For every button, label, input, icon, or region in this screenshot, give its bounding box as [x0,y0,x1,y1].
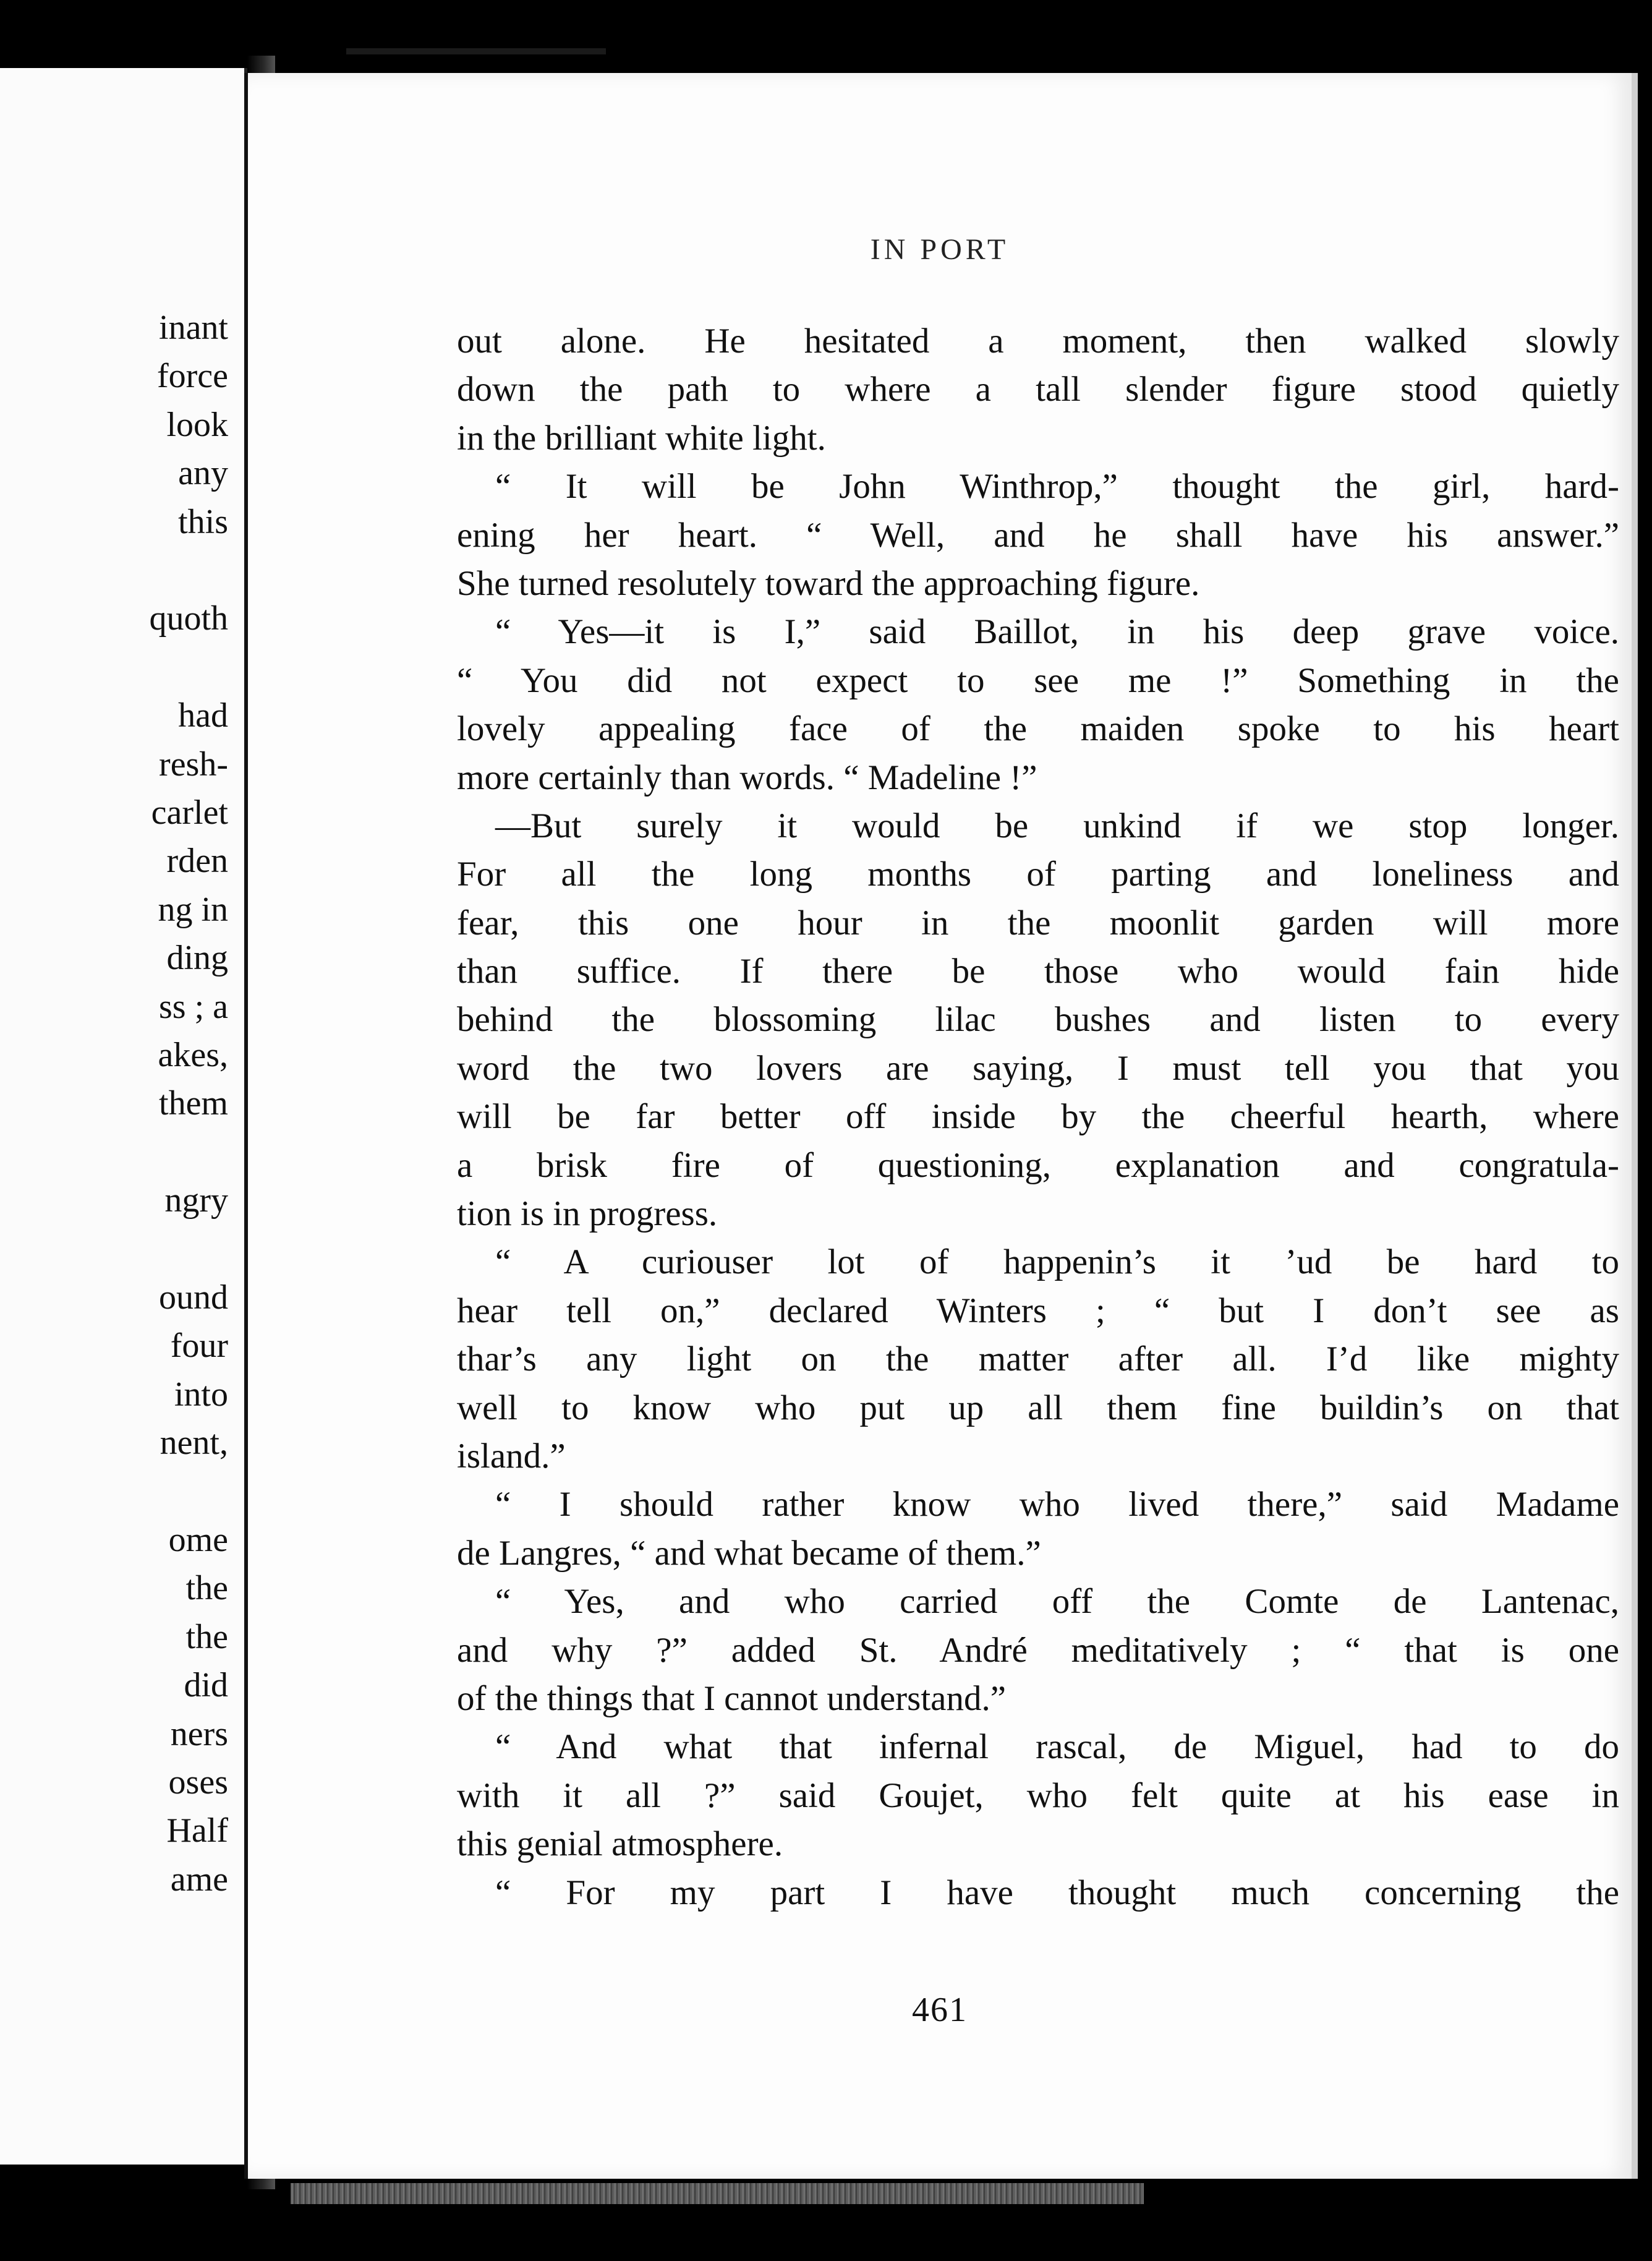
page-number: 461 [912,1991,968,2029]
left-page-fragment: Half [166,1811,228,1850]
text-line: She turned resolutely toward the approaching figure. [457,563,1200,603]
text-line: out alone. He hesitated a moment, then walked slowly [457,322,1619,361]
text-line: “ Yes—it is I,” said Baillot, in his deep grave voice. [495,612,1619,652]
left-page-fragment: ding [166,939,228,978]
text-line: “ A curiouser lot of happenin’s it ’ud be hard to [495,1242,1619,1282]
left-facing-page [0,68,248,2165]
left-page-fragment: ng in [158,890,228,929]
text-line: with it all ?” said Goujet, who felt quite at his ease in [457,1776,1619,1815]
left-page-fragment: rden [166,842,228,881]
left-page-fragment: ome [168,1521,228,1559]
left-page-fragment: force [156,357,228,396]
text-line: this genial atmosphere. [457,1824,783,1864]
text-line: For all the long months of parting and loneliness and [457,855,1619,894]
left-page-fragment: akes, [158,1036,228,1074]
text-line: “ Yes, and who carried off the Comte de Lantenac, [495,1582,1619,1622]
left-page-fragment: did [184,1666,228,1705]
left-page-fragment: ss ; a [159,987,228,1026]
left-page-fragment: ners [170,1714,228,1753]
text-line: down the path to where a tall slender figure stood quietly [457,370,1619,409]
text-line: in the brilliant white light. [457,418,826,458]
left-page-fragment: any [178,454,228,493]
text-line: of the things that I cannot understand.” [457,1678,1007,1718]
text-line: fear, this one hour in the moonlit garden will more [457,903,1619,942]
left-page-fragment: had [178,696,228,735]
text-line: “ It will be John Winthrop,” thought the girl, hard- [495,467,1619,506]
text-line: will be far better off inside by the cheerful hearth, where [457,1097,1619,1137]
left-page-fragment: them [159,1084,228,1123]
text-line: island.” [457,1436,566,1476]
text-line: than suffice. If there be those who would fain hide [457,952,1619,991]
text-line: —But surely it would be unkind if we stop longer. [495,806,1619,845]
text-line: “ I should rather know who lived there,” said Madame [495,1485,1619,1524]
text-line: de Langres, “ and what became of them.” [457,1533,1041,1573]
right-page [244,73,1638,2179]
left-page-fragment: oses [168,1763,228,1802]
text-line: thar’s any light on the matter after all. I’d like mighty [457,1340,1619,1379]
left-page-fragment: resh- [159,745,228,784]
top-page-edge [346,48,606,54]
text-line: ening her heart. “ Well, and he shall have his answer.” [457,515,1619,555]
text-line: tion is in progress. [457,1194,718,1234]
left-page-fragment: ngry [164,1181,228,1220]
text-line: “ And what that infernal rascal, de Miguel, had to do [495,1727,1619,1767]
left-page-fragment: four [170,1327,228,1366]
left-page-fragment: inant [159,309,228,347]
left-page-fragment: nent, [160,1424,228,1463]
left-page-fragment: the [185,1569,228,1608]
text-line: hear tell on,” declared Winters ; “ but I don’t see as [457,1291,1619,1330]
left-page-fragment: ound [159,1278,228,1317]
bottom-page-edge [291,2183,1144,2204]
left-page-fragment: the [185,1617,228,1656]
text-line: “ For my part I have thought much concerning the [495,1873,1619,1912]
text-line: well to know who put up all them fine buildin’s on that [457,1388,1619,1427]
left-page-fragment: look [166,405,228,444]
left-page-fragment: this [178,502,228,541]
left-page-fragment: ame [170,1860,228,1899]
text-line: lovely appealing face of the maiden spoke to his heart [457,709,1619,749]
text-line: and why ?” added St. André meditatively ; “ that is one [457,1630,1619,1670]
left-page-fragment: quoth [149,599,228,638]
body-text [457,317,1619,1917]
text-line: a brisk fire of questioning, explanation and congratula- [457,1145,1619,1185]
text-line: “ You did not expect to see me !” Something in the [457,660,1619,700]
running-head: IN PORT [870,233,1010,266]
left-page-fragment: into [174,1375,228,1414]
text-line: more certainly than words. “ Madeline !” [457,758,1037,797]
text-line: word the two lovers are saying, I must tell you that you [457,1048,1619,1088]
left-page-fragment: carlet [151,793,228,832]
text-line: behind the blossoming lilac bushes and listen to every [457,1000,1619,1040]
